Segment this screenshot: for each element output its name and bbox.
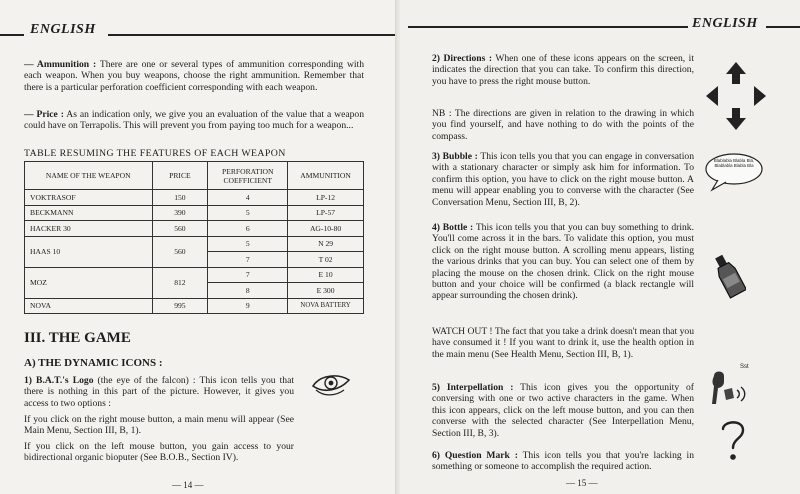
question-mark-icon xyxy=(718,418,748,462)
interpellation-icon xyxy=(708,364,756,404)
weapon-perforation: 6 xyxy=(208,221,288,237)
right-click-paragraph: If you click on the right mouse button, a main menu will appear (See Main Menu, Section III, B, 1). xyxy=(24,414,294,437)
speech-bubble-icon xyxy=(704,152,764,184)
bottle-paragraph: 4) Bottle : This icon tells you that you can buy something to drink. You'll come across it in the bars. To validate this option, you must click on the right mouse button. A scrolling menu appears, listing the various drinks that you can buy. You can select one of them by placing the mouse on the chosen drink. Click on the right mouse button and your choice will be confirmed (a black rectangle will appear surrounding the chosen drink). xyxy=(432,222,694,302)
nb-paragraph: NB : The directions are given in relation to the drawing in which you find yourself, and have nothing to do with the points of the compass. xyxy=(432,108,694,142)
weapon-ammunition: AG-10-80 xyxy=(288,221,364,237)
table-row xyxy=(25,205,364,221)
watch-out-paragraph: WATCH OUT ! The fact that you take a drink doesn't mean that you have consumed it ! If you want to drink it, use the health option in the main menu (See Health Menu, Section III, B, 1). xyxy=(432,326,694,360)
column-header: PERFORATION COEFFICIENT xyxy=(208,162,288,190)
weapon-price: 150 xyxy=(152,190,208,206)
left-click-paragraph: If you click on the left mouse button, you gain access to your bidirectional organic bioputer (See B.O.B., Section IV). xyxy=(24,441,294,464)
weapon-name: NOVA xyxy=(25,298,153,314)
weapon-perforation: 7 xyxy=(208,252,288,268)
weapon-ammunition: E 300 xyxy=(288,283,364,299)
page-header: ENGLISH xyxy=(692,16,758,31)
weapon-ammunition: N 29 xyxy=(288,236,364,252)
direction-arrows-icon xyxy=(704,60,768,132)
header-rule xyxy=(766,26,800,28)
weapon-ammunition: LP-12 xyxy=(288,190,364,206)
table-title: TABLE RESUMING THE FEATURES OF EACH WEAPON xyxy=(24,148,286,159)
page-number: — 14 — xyxy=(172,480,204,490)
table-row xyxy=(25,190,364,206)
table-header-row xyxy=(25,162,364,190)
weapon-perforation: 4 xyxy=(208,190,288,206)
weapon-price: 560 xyxy=(152,221,208,237)
section-heading: III. THE GAME xyxy=(24,330,131,346)
weapon-price: 560 xyxy=(152,236,208,267)
interpellation-paragraph: 5) Interpellation : This icon gives you the opportunity of conversing with one or two active characters in the game. When this icon appears, click on the left mouse button, and you can then converse with the selected character (See Interpellation Menu, Section III, B, 3). xyxy=(432,382,695,439)
right-page xyxy=(400,0,800,494)
weapon-name: VOKTRASOF xyxy=(25,190,153,206)
eye-icon xyxy=(310,370,352,400)
bubble-text: Blablabla Blabla Bla, Blablabla Blabla Bla xyxy=(713,158,755,169)
header-rule xyxy=(0,34,24,36)
weapon-name: HAAS 10 xyxy=(25,236,153,267)
weapon-name: MOZ xyxy=(25,267,153,298)
weapon-name: HACKER 30 xyxy=(25,221,153,237)
left-page xyxy=(0,0,398,494)
header-rule xyxy=(108,34,396,36)
ammunition-paragraph: — Ammunition : There are one or several types of ammunition corresponding with each weapon. When you buy weapons, choose the right ammunition. Remember that there is a particular perforation coefficient corresponding with each weapon. xyxy=(24,59,364,93)
weapon-ammunition: T 02 xyxy=(288,252,364,268)
weapon-ammunition: LP-57 xyxy=(288,205,364,221)
header-rule xyxy=(408,26,688,28)
directions-paragraph: 2) Directions : When one of these icons appears on the screen, it indicates the direction that you can take. To confirm this direction, you have to press the right mouse button. xyxy=(432,53,694,87)
bubble-paragraph: 3) Bubble : This icon tells you that you can engage in conversation with a stationary character or simply ask him for information. To confirm this option, you have to click on the right mouse button. A menu will appear enabling you to converse with the character (See Conversation Menu, Section III, B, 2). xyxy=(432,151,694,208)
weapon-price: 995 xyxy=(152,298,208,314)
column-header: NAME OF THE WEAPON xyxy=(25,162,153,190)
subsection-heading: A) THE DYNAMIC ICONS : xyxy=(24,357,163,369)
weapon-ammunition: NOVA BATTERY xyxy=(288,298,364,314)
page-number: — 15 — xyxy=(566,478,598,488)
table-row xyxy=(25,267,364,283)
bottle-icon xyxy=(712,252,746,300)
weapon-name: BECKMANN xyxy=(25,205,153,221)
weapon-price: 812 xyxy=(152,267,208,298)
weapon-perforation: 5 xyxy=(208,205,288,221)
weapon-perforation: 7 xyxy=(208,267,288,283)
column-header: AMMUNITION xyxy=(288,162,364,190)
bat-logo-paragraph: 1) B.A.T.'s Logo (the eye of the falcon) : This icon tells you that there is nothing in this part of the picture. However, it gives you access to two options : xyxy=(24,375,294,409)
table-row xyxy=(25,298,364,314)
interpellation-text: Sst xyxy=(740,364,749,370)
price-paragraph: — Price : As an indication only, we give you an evaluation of the value that a weapon could have on Terrapolis. This will prevent you from paying too much for a weapon... xyxy=(24,109,364,132)
question-mark-paragraph: 6) Question Mark : This icon tells you that you're lacking in something or someone to accomplish the required action. xyxy=(432,450,694,473)
page-header: ENGLISH xyxy=(30,22,96,37)
weapon-ammunition: E 10 xyxy=(288,267,364,283)
weapon-price: 390 xyxy=(152,205,208,221)
weapon-perforation: 5 xyxy=(208,236,288,252)
weapon-perforation: 8 xyxy=(208,283,288,299)
column-header: PRICE xyxy=(152,162,208,190)
weapon-perforation: 9 xyxy=(208,298,288,314)
table-row xyxy=(25,236,364,252)
weapon-table xyxy=(24,161,364,314)
table-row xyxy=(25,221,364,237)
